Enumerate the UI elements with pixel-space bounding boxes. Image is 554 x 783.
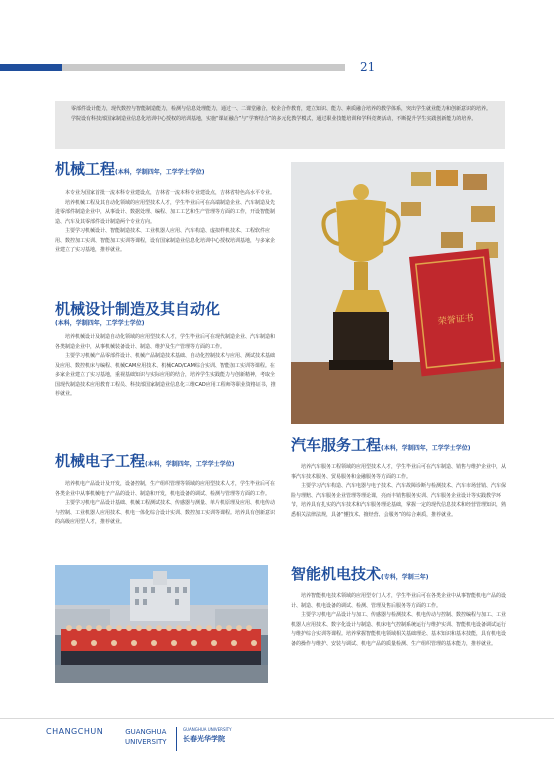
section-smart xyxy=(291,565,506,649)
intro-paragraph-1: 零部件设计能力，现代数控与智能制造能力，检测与信息处理能力，通过一、二课堂融合，校企合作教育，建立知识、能力、素质融合培养的教学体系，突出学生就业能力和创新意识的培养。 xyxy=(71,106,492,112)
section-subtitle: (本科，学制四年，工学学士学位) xyxy=(145,461,235,468)
footer-separator xyxy=(176,727,177,751)
section-design xyxy=(55,300,277,400)
footer-small-text: GUANGHUA UNIVERSITY xyxy=(183,727,232,732)
paragraph: 主要学习机械设计、智能制造技术、工业机器人应用、汽车构造、虚拟样机技术、工程软件应用、数控加工实训、智能加工实训等课程，设有国家制造业信息化培训中心授权培训基地，与多家企业建立了实习基地，推荐就业。 xyxy=(55,228,276,253)
paragraph: 培养机电产品设计及开发，设备控制，生产组织管理等领域的应用型技术人才，学生毕业后可在各类企业中从事机械电子产品的设计、制造和开发，机电设备的调试、检测与管理等方面的工作。 xyxy=(55,481,276,497)
section-title-text: 汽车服务工程 xyxy=(291,436,382,454)
header-bar-blue xyxy=(0,64,62,71)
paragraph: 主要学习机电产品设计与加工、传感器与检测技术、机电传动与控制、数控编程与加工、工业机器人应用技术、数字化设计与制造、机床电气控制系统运行与维护实训、智能机电设备调试运行与维护综合实训等课程。培养掌握智能机电领域相关基础理论、基本知识和基本技能，具有机电设备的操作与维护、安装与调试、机电产品的质量检测、生产组织管理的基本能力，推荐就业。 xyxy=(291,612,507,647)
section-subtitle: (专科，学制三年) xyxy=(381,574,429,581)
section-title xyxy=(55,452,277,474)
intro-paragraph-2: 学院设有科技部国家制造业信息化培训中心授权的培训基地，实施“课证融合”与“学赛结合”的多元化教学模式，通过职业技能培训和学科竞赛活动，不断提升学生实践创新能力的培养。 xyxy=(71,115,477,122)
footer-uni-line1: GUANGHUA xyxy=(125,728,167,736)
section-title xyxy=(291,436,506,458)
paragraph: 培养机械工程及其自动化领域的应用型技术人才，学生毕业后可在高端制造企业、汽车制造及先进零部件制造企业中，从事设计、数据处理、编程、加工工艺和生产管理等方面的工作，开设智能制造、汽车及其零部件设计制造两个专业方向。 xyxy=(55,199,276,225)
paragraph: 培养智能机电技术领域的应用型专门人才，学生毕业后可在各类企业中从事智能机电产品的设计、制造、机电设备的调试、检测、管理及售后服务等方面的工作。 xyxy=(291,593,507,609)
section-subtitle: (本科，学制四年，工学学士学位) xyxy=(55,320,145,327)
trophy-photo xyxy=(291,162,504,424)
footer-university xyxy=(125,727,167,747)
intro-box xyxy=(55,101,505,149)
paragraph: 主要学习机械产品零部件设计、机械产品制造技术基础、自动化控制技术与应用、测试技术基础及应用、数控机床与编程、机械CAM应用技术、机械CAD/CAM综合实训、智能加工实训等课程。在多家企业建立了实习基地，重视基础知识与实际应用的结合，培养学生实践能力与创新精神，考取全国现代制造技术应用教育工程员、科技部国家制造业信息化三维CAD应用工程师等职业资格证书，推荐就业。 xyxy=(55,353,276,397)
section-title xyxy=(291,565,506,587)
section-mechatronics xyxy=(55,452,277,528)
paragraph: 培养机械设计及制造自动化领域的应用型技术人才，学生毕业后可在现代制造企业、汽车制造和各类制造企业中，从事机械装备设计、制造、维护及生产管理等方面的工作。 xyxy=(55,334,276,350)
section-subtitle: (本科，学制四年，工学学士学位) xyxy=(381,445,471,452)
paragraph: 主要学习汽车构造、汽车电器与电子技术、汽车故障诊断与检测技术、汽车市场营销、汽车保险与理赔、汽车服务企业管理等理论课，亮而丰销售服务实训、汽车服务企业设计等实践教学环节，培养具有扎实的汽车技术和汽车服务理论基础，掌握一定的现代信息技术和经营管理知识，熟悉相关法律法规，具备“懂技术、擅经营、会服务”的综合素质，推荐就业。 xyxy=(291,483,507,518)
footer-divider xyxy=(0,718,554,719)
footer-uni-line2: UNIVERSITY xyxy=(125,738,167,746)
footer-chinese-name: 长春光华学院 xyxy=(183,735,225,743)
paragraph: 本专业为国家首批一流本科专业建设点，吉林省一流本科专业建设点，吉林省特色高水平专业。 xyxy=(65,190,276,196)
page-number: 21 xyxy=(360,60,376,74)
section-title-text: 机械电子工程 xyxy=(55,452,146,470)
section-subtitle: (本科，学制四年，工学学士学位) xyxy=(115,169,205,176)
section-title: 机械设计制造及其自动化 xyxy=(55,300,221,318)
section-title xyxy=(55,160,277,182)
paragraph: 主要学习机电产品设计基础、机械工程测试技术、传感器与测量、单片机原理及应用、机电传动与控制、工业机器人应用技术、机电一体化综合设计实训、数控加工实训等课程。培养具有创新意识的高级应用型人才，推荐就业。 xyxy=(55,500,276,525)
section-title-text: 机械工程 xyxy=(55,160,116,178)
footer-city: CHANGCHUN xyxy=(46,727,104,736)
certificate-title: 荣誉证书 xyxy=(437,313,475,328)
header-bar-gray xyxy=(62,64,345,71)
paragraph: 培养汽车服务工程领域的应用型技术人才，学生毕业后可在汽车制造、销售与维护企业中，从事汽车技术服务、贸易服务和金融服务等方面的工作。 xyxy=(291,464,507,480)
section-mech xyxy=(55,160,277,256)
section-auto xyxy=(291,436,506,520)
trophy-image xyxy=(291,162,504,424)
section-title-text: 智能机电技术 xyxy=(291,565,382,583)
group-photo-image xyxy=(55,565,268,683)
group-photo xyxy=(55,565,268,683)
